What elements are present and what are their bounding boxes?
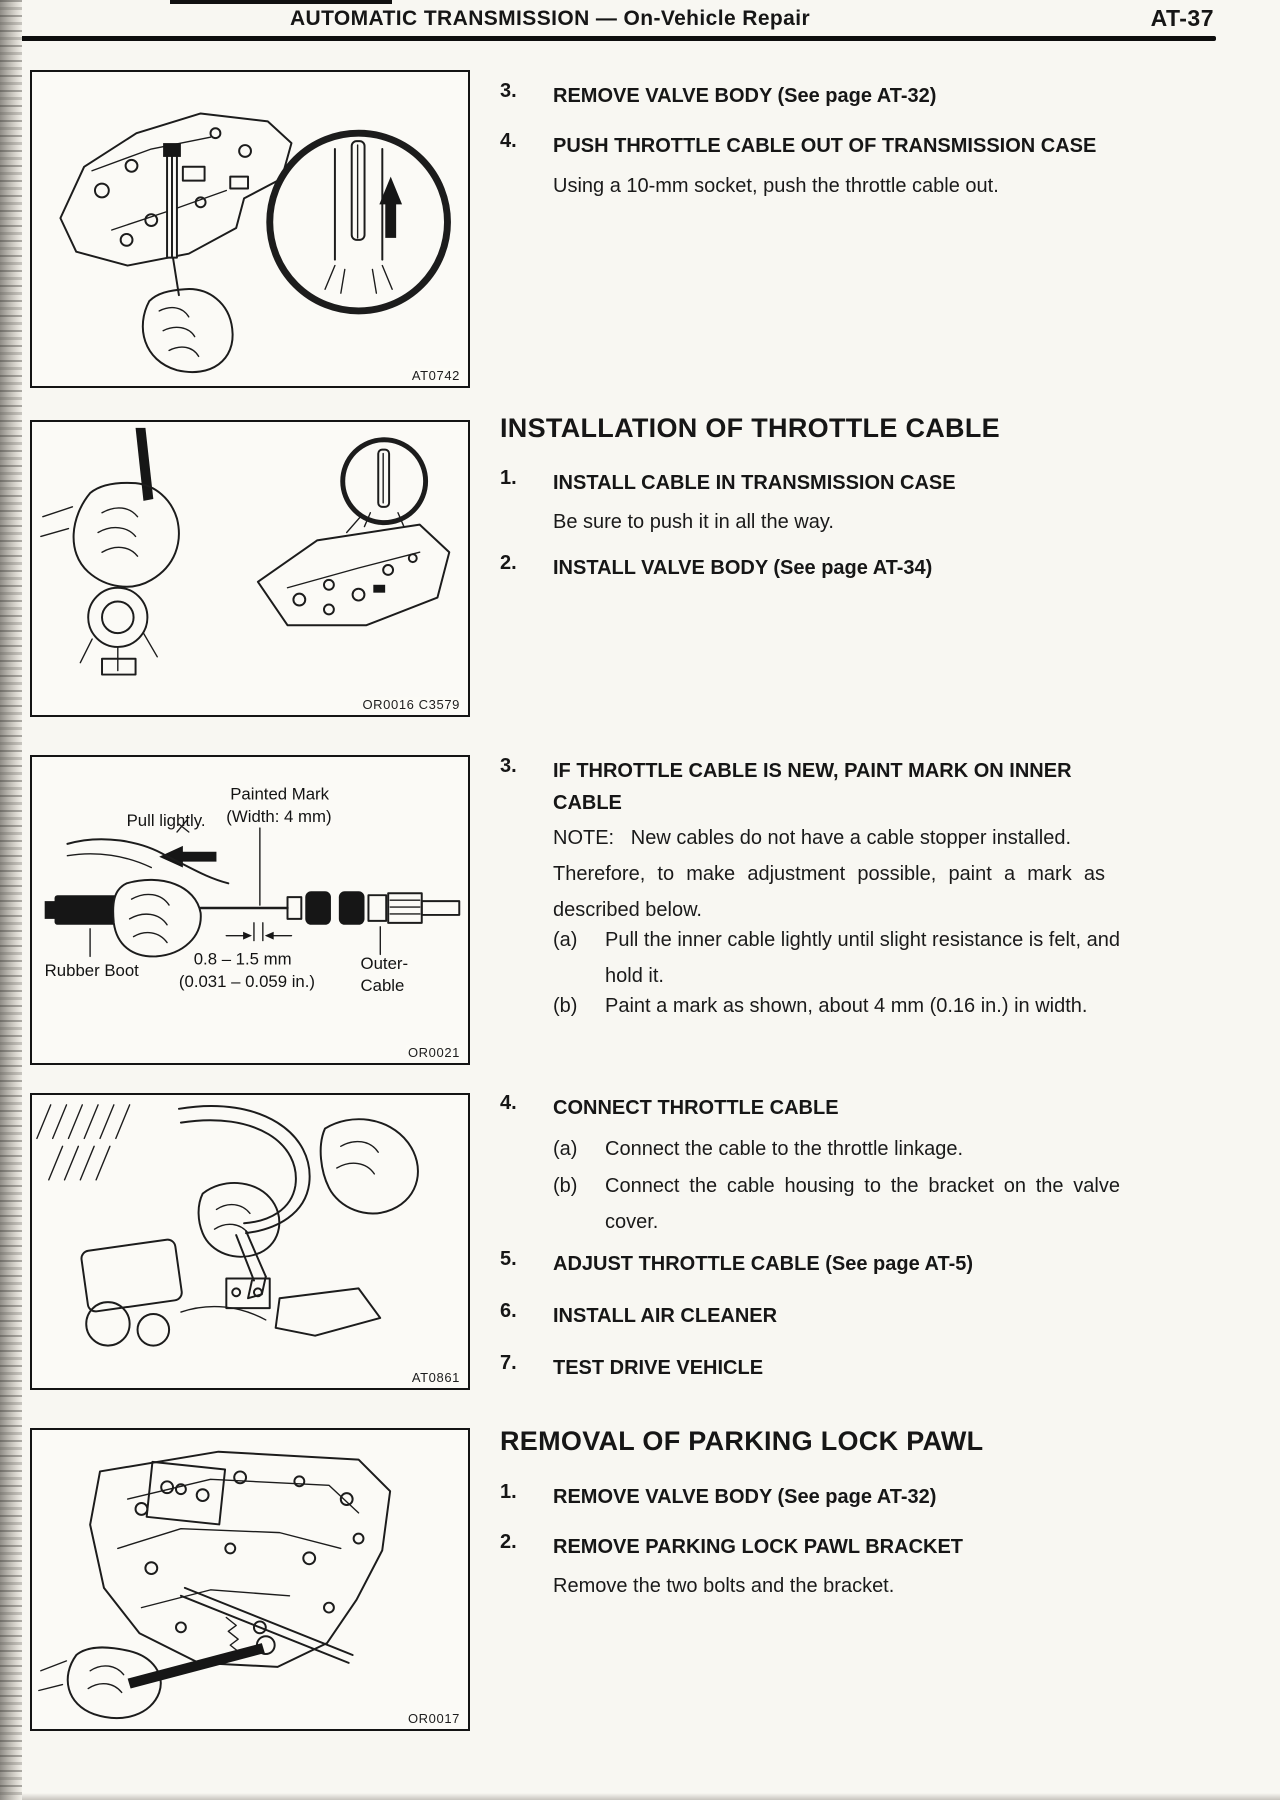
figure-box-4 xyxy=(30,1093,470,1390)
step-number: 1. xyxy=(500,1481,517,1503)
step-number: 2. xyxy=(500,1531,517,1553)
cable-stopper-2 xyxy=(339,891,365,925)
step-install-air-cleaner xyxy=(500,1300,1120,1332)
label-gap-mm: 0.8 – 1.5 mm xyxy=(193,949,292,969)
substep-text: Paint a mark as shown, about 4 mm (0.16 in.) in width. xyxy=(605,995,1088,1017)
substep-text: Connect the cable to the throttle linkage. xyxy=(605,1138,964,1160)
header-title: AUTOMATIC TRANSMISSION — On-Vehicle Repair xyxy=(289,7,811,30)
figure-box-2 xyxy=(30,420,470,717)
step-body: Be sure to push it in all the way. xyxy=(553,511,834,533)
step-number: 3. xyxy=(500,80,517,102)
label-painted-mark-width: (Width: 4 mm) xyxy=(226,807,332,827)
step-number: 3. xyxy=(500,755,517,777)
step-title: ADJUST THROTTLE CABLE (See page AT-5) xyxy=(553,1253,974,1275)
step-title: CONNECT THROTTLE CABLE xyxy=(553,1097,839,1119)
cable-stopper-1 xyxy=(305,891,331,925)
figure-code: OR0017 xyxy=(407,1711,460,1726)
figure-code: AT0861 xyxy=(411,1370,460,1385)
step-number: 5. xyxy=(500,1248,517,1270)
step-number: 7. xyxy=(500,1352,517,1374)
substep-text: Pull the inner cable lightly until slight resistance is felt, and hold it. xyxy=(605,929,1120,987)
step-number: 4. xyxy=(500,1092,517,1114)
scan-bottom-edge xyxy=(0,1793,1280,1800)
step-adjust-cable xyxy=(500,1248,1120,1280)
step-title: INSTALL CABLE IN TRANSMISSION CASE xyxy=(553,472,956,494)
scan-top-artifact xyxy=(170,0,392,4)
step-title: TEST DRIVE VEHICLE xyxy=(553,1357,764,1379)
step-note: NOTE: New cables do not have a cable stopper installed. xyxy=(553,827,1072,849)
step-paint-mark xyxy=(500,755,1120,819)
step-note-continued: Therefore, to make adjustment possible, paint a mark as described below. xyxy=(553,863,1105,921)
substep-tag: (a) xyxy=(553,1138,578,1160)
label-rubber-boot: Rubber Boot xyxy=(44,961,139,981)
step-number: 2. xyxy=(500,552,517,574)
step-connect-cable xyxy=(500,1092,1120,1124)
substep-tag: (b) xyxy=(553,1175,578,1197)
label-outer-cable-2: Cable xyxy=(360,975,405,995)
step-title: INSTALL VALVE BODY (See page AT-34) xyxy=(553,557,933,579)
step-install-cable xyxy=(500,467,1120,499)
step-body: Remove the two bolts and the bracket. xyxy=(553,1575,895,1597)
figure-2-illustration xyxy=(32,422,468,715)
gripping-hand xyxy=(113,880,201,957)
substep-a xyxy=(553,1131,1120,1167)
step-install-valve-body xyxy=(500,552,1120,584)
step-title: REMOVE PARKING LOCK PAWL BRACKET xyxy=(553,1536,964,1558)
substep-b xyxy=(553,988,1120,1024)
socket-head xyxy=(163,143,181,157)
step-remove-valve-body xyxy=(500,80,1120,112)
figure-box-5 xyxy=(30,1428,470,1731)
figure-box-3 xyxy=(30,755,470,1065)
step-remove-valve-body-2 xyxy=(500,1481,1120,1513)
step-title: REMOVE VALVE BODY (See page AT-32) xyxy=(553,1486,937,1508)
figure-1-illustration xyxy=(32,72,468,386)
step-title: PUSH THROTTLE CABLE OUT OF TRANSMISSION CASE xyxy=(553,135,1097,157)
step-test-drive xyxy=(500,1352,1120,1384)
substep-tag: (b) xyxy=(553,995,578,1017)
substep-a xyxy=(553,922,1120,994)
figure-3-illustration xyxy=(32,757,468,1063)
substep-tag: (a) xyxy=(553,929,578,951)
figure-5-illustration xyxy=(32,1430,468,1729)
step-number: 6. xyxy=(500,1300,517,1322)
figure-4-illustration xyxy=(32,1095,468,1388)
step-title: IF THROTTLE CABLE IS NEW, PAINT MARK ON INNER CABLE xyxy=(553,760,1072,814)
step-body: Using a 10-mm socket, push the throttle cable out. xyxy=(553,175,999,197)
step-title: REMOVE VALVE BODY (See page AT-32) xyxy=(553,85,937,107)
figure-code: OR0016 C3579 xyxy=(362,697,460,712)
section-heading-installation: INSTALLATION OF THROTTLE CABLE xyxy=(500,413,1000,443)
figure-box-1 xyxy=(30,70,470,388)
section-heading-removal: REMOVAL OF PARKING LOCK PAWL xyxy=(500,1426,984,1456)
page-number: AT-37 xyxy=(1150,5,1214,31)
step-title: INSTALL AIR CLEANER xyxy=(553,1305,778,1327)
figure-code: AT0742 xyxy=(411,368,460,383)
step-push-throttle-cable xyxy=(500,130,1120,162)
header-rule xyxy=(20,36,1216,41)
cable-rod xyxy=(136,428,154,501)
figure-code: OR0021 xyxy=(407,1045,460,1060)
label-gap-in: (0.031 – 0.059 in.) xyxy=(178,971,316,991)
substep-b xyxy=(553,1168,1120,1240)
label-outer-cable-1: Outer- xyxy=(360,954,409,974)
substep-text: Connect the cable housing to the bracket on the valve cover. xyxy=(605,1175,1120,1233)
scan-binding-edge xyxy=(0,0,22,1800)
bolt xyxy=(373,585,385,593)
label-painted-mark: Painted Mark xyxy=(230,784,330,804)
step-number: 4. xyxy=(500,130,517,152)
label-pull-lightly: Pull lightly. xyxy=(126,811,206,831)
step-remove-pawl-bracket xyxy=(500,1531,1120,1563)
step-number: 1. xyxy=(500,467,517,489)
